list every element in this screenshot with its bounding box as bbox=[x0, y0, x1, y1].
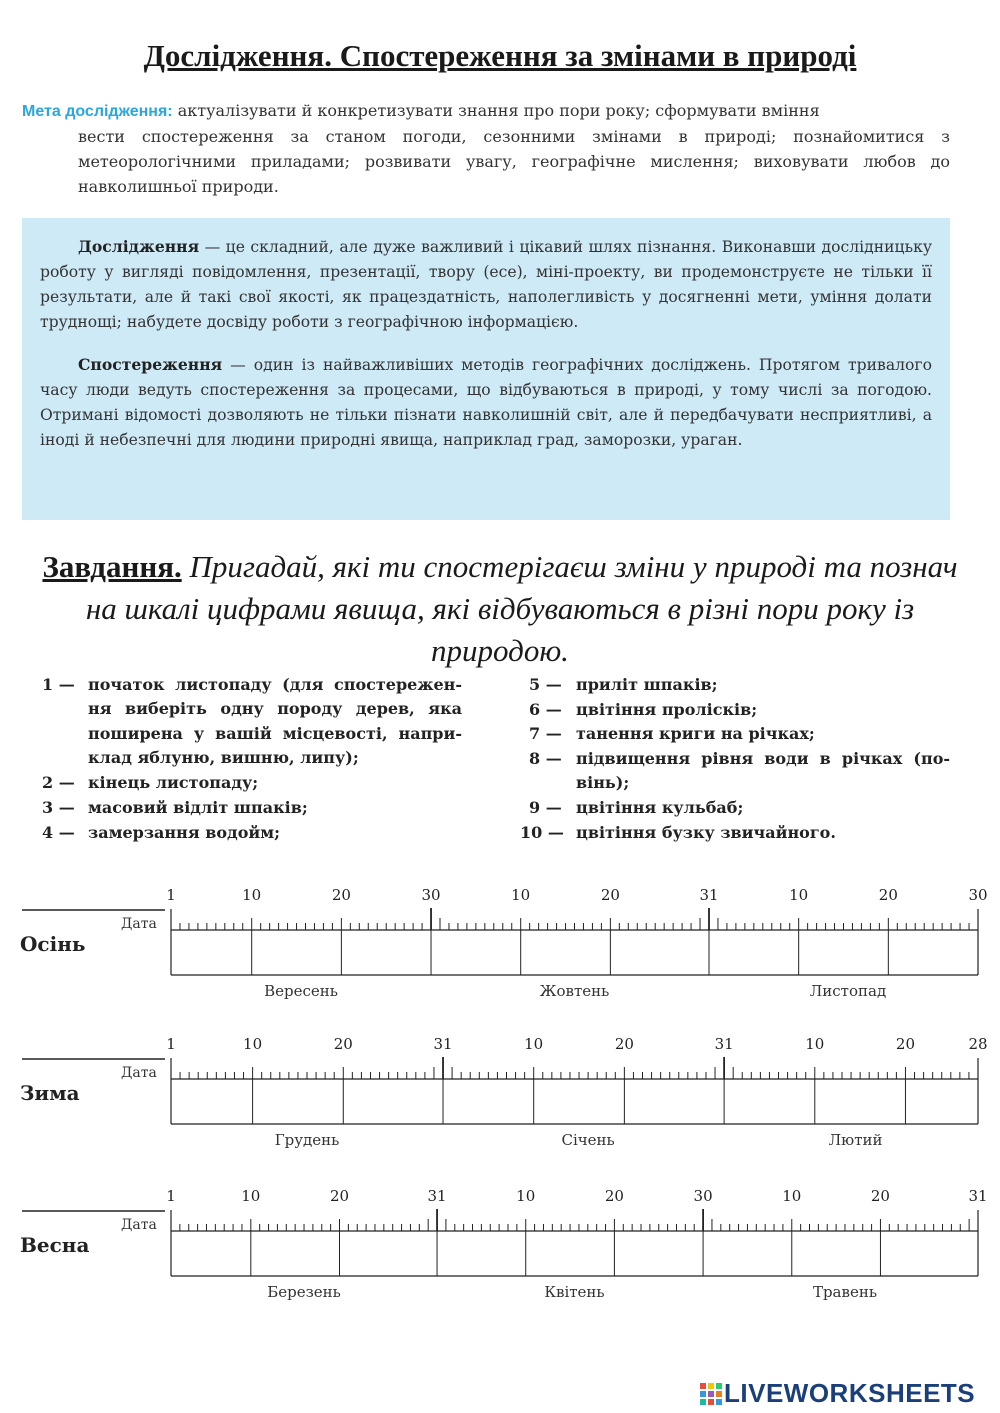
term-research: Дослідження bbox=[78, 237, 200, 256]
legend-item bbox=[520, 747, 950, 796]
task-text: Пригадай, які ти спостерігаєш зміни у природі та познач на шкалі цифрами явища, які відбуваються в різні пори року із природою. bbox=[85, 549, 958, 668]
tick-label: 30 bbox=[693, 1187, 713, 1205]
legend-number: 2 — bbox=[42, 773, 75, 792]
tick-label: 31 bbox=[714, 1035, 734, 1053]
month-name: Квітень bbox=[544, 1283, 605, 1301]
tick-label: 10 bbox=[241, 1187, 261, 1205]
legend-text: підвищення рівня води в річках (по-вінь); bbox=[576, 749, 950, 793]
tick-label: 10 bbox=[789, 886, 809, 904]
tick-label: 10 bbox=[242, 886, 262, 904]
date-label: Дата bbox=[121, 1217, 157, 1233]
legend-text: танення криги на річках; bbox=[576, 724, 815, 743]
liveworksheets-logo bbox=[700, 1378, 975, 1409]
season-scale bbox=[0, 1181, 1000, 1311]
tick-label: 20 bbox=[878, 886, 898, 904]
date-label: Дата bbox=[121, 1065, 157, 1081]
goal-first-line: актуалізувати й конкретизувати знання про пори року; сформувати вміння bbox=[177, 101, 820, 120]
task-label: Завдання. bbox=[42, 549, 182, 584]
tick-label: 31 bbox=[427, 1187, 447, 1205]
legend-number: 1 — bbox=[42, 675, 75, 694]
legend-text: приліт шпаків; bbox=[576, 675, 718, 694]
tick-label: 1 bbox=[166, 1035, 176, 1053]
tick-label: 20 bbox=[333, 1035, 353, 1053]
tick-label: 20 bbox=[870, 1187, 890, 1205]
info-box bbox=[22, 218, 950, 520]
legend-number: 5 — bbox=[529, 675, 562, 694]
month-name: Листопад bbox=[809, 982, 887, 1000]
term-observation: Спостереження bbox=[78, 355, 223, 374]
tick-label: 31 bbox=[968, 1187, 988, 1205]
month-name: Березень bbox=[267, 1283, 341, 1301]
legend-number: 9 — bbox=[529, 798, 562, 817]
tick-label: 10 bbox=[511, 886, 531, 904]
tick-label: 10 bbox=[782, 1187, 802, 1205]
legend-text: початок листопаду (для спостережен-ня виберіть одну породу дерев, яка поширена у вашій місцевості, напри-клад яблуню, вишню, липу); bbox=[88, 675, 462, 768]
season-scale bbox=[0, 880, 1000, 1010]
month-name: Лютий bbox=[828, 1131, 883, 1149]
tick-label: 28 bbox=[968, 1035, 988, 1053]
legend-number: 8 — bbox=[529, 749, 562, 768]
tick-label: 20 bbox=[331, 886, 351, 904]
month-name: Травень bbox=[812, 1283, 878, 1301]
tick-label: 20 bbox=[329, 1187, 350, 1205]
date-label: Дата bbox=[121, 916, 157, 932]
goal-rest: вести спостереження за станом погоди, сезонними змінами в природі; познайомитися з метеорологічними приладами; розвивати увагу, географічне мислення; виховувати любов до навколишньої природи. bbox=[78, 127, 950, 196]
tick-label: 10 bbox=[805, 1035, 825, 1053]
tick-label: 1 bbox=[166, 886, 176, 904]
legend-item bbox=[42, 673, 462, 771]
info-paragraph-research bbox=[40, 234, 932, 335]
info-text-research: — це складний, але дуже важливий і цікавий шлях пізнання. Виконавши дослідницьку роботу у вигляді повідомлення, презентації, твору (есе), міні-проекту, ви продемонструєте не тільки її результати, але й такі свої якості, як працездатність, наполегливість у досягненні мети, уміння долати труднощі; набудете досвіду роботи з географічною інформацією. bbox=[40, 238, 932, 331]
tick-label: 20 bbox=[600, 886, 620, 904]
legend-item bbox=[520, 698, 950, 722]
month-name: Грудень bbox=[274, 1131, 340, 1149]
legend-item bbox=[42, 796, 462, 820]
info-text-observation: — один із найважливіших методів географічних досліджень. Протягом тривалого часу люди ведуть спостереження за процесами, що відбуваються в природі, у тому числі за погодою. Отримані відомості дозволяють не тільки пізнати навколишній світ, але й передбачувати несприятливі, а іноді й небезпечні для людини природні явища, наприклад град, заморозки, ураган. bbox=[40, 356, 932, 449]
legend-text: цвітіння кульбаб; bbox=[576, 798, 744, 817]
legend-number: 4 — bbox=[42, 823, 75, 842]
task-heading bbox=[30, 546, 970, 672]
info-paragraph-observation bbox=[40, 352, 932, 453]
month-name: Вересень bbox=[264, 982, 338, 1000]
legend-item bbox=[520, 722, 950, 746]
tick-label: 20 bbox=[614, 1035, 634, 1053]
logo-text: LIVEWORKSHEETS bbox=[724, 1378, 976, 1408]
legend-item bbox=[42, 771, 462, 795]
legend-item bbox=[520, 673, 950, 697]
tick-label: 31 bbox=[433, 1035, 453, 1053]
tick-label: 10 bbox=[524, 1035, 544, 1053]
legend-number: 3 — bbox=[42, 798, 75, 817]
tick-label: 30 bbox=[421, 886, 441, 904]
legend-text: замерзання водойм; bbox=[88, 823, 281, 842]
goal-label: Мета дослідження: bbox=[22, 103, 173, 120]
legend-number: 10 — bbox=[520, 823, 564, 842]
tick-label: 30 bbox=[968, 886, 988, 904]
legend-text: кінець листопаду; bbox=[88, 773, 259, 792]
month-name: Жовтень bbox=[539, 982, 610, 1000]
legend-number: 7 — bbox=[529, 724, 562, 743]
tick-label: 20 bbox=[895, 1035, 916, 1053]
legend-text: цвітіння пролісків; bbox=[576, 700, 758, 719]
research-goal bbox=[22, 98, 950, 199]
page-title: Дослідження. Спостереження за змінами в природі bbox=[143, 38, 857, 73]
legend-item bbox=[520, 796, 950, 820]
tick-label: 20 bbox=[604, 1187, 624, 1205]
logo-icon bbox=[700, 1383, 722, 1405]
tick-label: 10 bbox=[516, 1187, 536, 1205]
legend-item bbox=[520, 821, 950, 845]
legend-number: 6 — bbox=[529, 700, 562, 719]
season-name: Зима bbox=[20, 1081, 80, 1105]
month-name: Січень bbox=[561, 1131, 615, 1149]
season-name: Весна bbox=[20, 1233, 90, 1257]
season-scale bbox=[0, 1029, 1000, 1159]
tick-label: 31 bbox=[699, 886, 719, 904]
tick-label: 1 bbox=[166, 1187, 176, 1205]
season-name: Осінь bbox=[20, 932, 86, 956]
legend-text: цвітіння бузку звичайного. bbox=[576, 823, 836, 842]
legend-item bbox=[42, 821, 462, 845]
legend-text: масовий відліт шпаків; bbox=[88, 798, 308, 817]
tick-label: 10 bbox=[243, 1035, 263, 1053]
